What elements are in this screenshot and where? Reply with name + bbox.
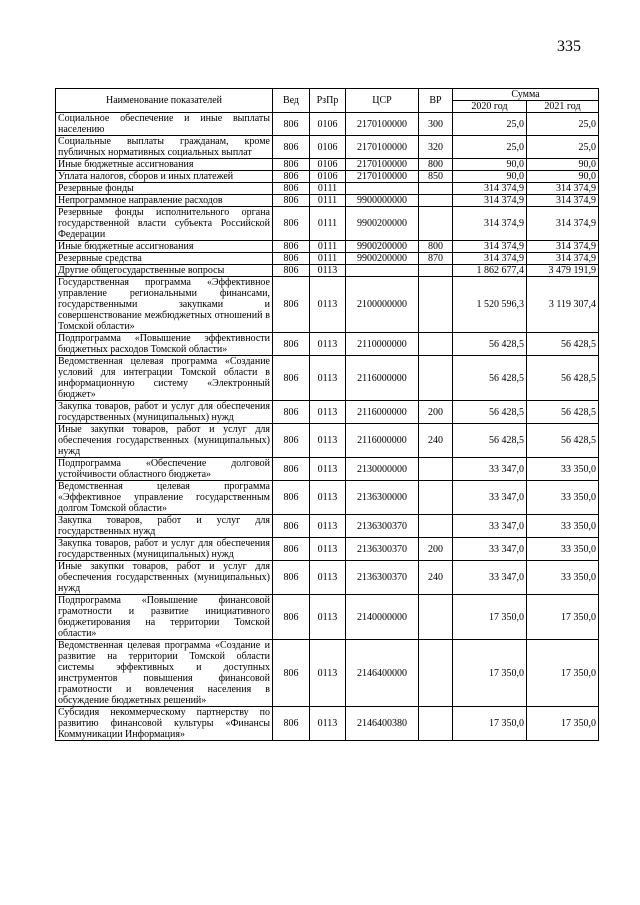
- row-ved: 806: [273, 401, 310, 424]
- row-name: Иные закупки товаров, работ и услуг для обеспечения государственных (муниципальных) нужд: [56, 424, 273, 458]
- table-row: [56, 458, 599, 481]
- row-name: Непрограммное направление расходов: [56, 195, 273, 207]
- table-row: [56, 277, 599, 333]
- header-ved: Вед: [273, 89, 310, 113]
- row-amount-2021: 3 479 191,9: [527, 265, 599, 277]
- row-vr: [419, 333, 453, 356]
- row-vr: [419, 207, 453, 241]
- row-rzpr: 0111: [310, 183, 346, 195]
- row-rzpr: 0113: [310, 640, 346, 707]
- row-amount-2021: 25,0: [527, 113, 599, 136]
- row-rzpr: 0113: [310, 458, 346, 481]
- row-rzpr: 0113: [310, 515, 346, 538]
- row-amount-2020: 25,0: [453, 113, 527, 136]
- row-amount-2021: 56 428,5: [527, 333, 599, 356]
- row-amount-2020: 33 347,0: [453, 458, 527, 481]
- row-csr: 9900200000: [346, 207, 419, 241]
- budget-table: [55, 88, 599, 741]
- row-rzpr: 0113: [310, 401, 346, 424]
- row-ved: 806: [273, 265, 310, 277]
- row-ved: 806: [273, 538, 310, 561]
- row-amount-2020: 314 374,9: [453, 253, 527, 265]
- row-name: Закупка товаров, работ и услуг для обеспечения государственных (муниципальных) нужд: [56, 538, 273, 561]
- row-name: Государственная программа «Эффективное управление региональными финансами, государственными закупками и совершенствование межбюджетных отношений в Томской области»: [56, 277, 273, 333]
- row-amount-2021: 90,0: [527, 171, 599, 183]
- row-vr: 850: [419, 171, 453, 183]
- row-vr: 870: [419, 253, 453, 265]
- row-ved: 806: [273, 333, 310, 356]
- row-name: Иные закупки товаров, работ и услуг для обеспечения государственных (муниципальных) нужд: [56, 561, 273, 595]
- row-vr: [419, 595, 453, 640]
- row-csr: [346, 183, 419, 195]
- row-ved: 806: [273, 424, 310, 458]
- row-vr: [419, 515, 453, 538]
- row-csr: 2116000000: [346, 401, 419, 424]
- row-amount-2021: 314 374,9: [527, 183, 599, 195]
- row-amount-2020: 314 374,9: [453, 207, 527, 241]
- row-amount-2020: 33 347,0: [453, 561, 527, 595]
- row-vr: [419, 458, 453, 481]
- row-amount-2020: 56 428,5: [453, 333, 527, 356]
- table-row: [56, 640, 599, 707]
- table-row: [56, 515, 599, 538]
- row-amount-2021: 25,0: [527, 136, 599, 159]
- row-ved: 806: [273, 515, 310, 538]
- row-ved: 806: [273, 241, 310, 253]
- row-vr: 240: [419, 561, 453, 595]
- row-name: Закупка товаров, работ и услуг для государственных нужд: [56, 515, 273, 538]
- row-name: Иные бюджетные ассигнования: [56, 159, 273, 171]
- row-csr: [346, 265, 419, 277]
- table-row: [56, 333, 599, 356]
- row-vr: 300: [419, 113, 453, 136]
- header-vr: ВР: [419, 89, 453, 113]
- row-ved: 806: [273, 458, 310, 481]
- row-vr: [419, 640, 453, 707]
- table-row: [56, 159, 599, 171]
- row-ved: 806: [273, 159, 310, 171]
- row-rzpr: 0113: [310, 424, 346, 458]
- row-amount-2020: 17 350,0: [453, 640, 527, 707]
- row-vr: [419, 195, 453, 207]
- row-amount-2020: 33 347,0: [453, 515, 527, 538]
- row-name: Подпрограмма «Обеспечение долговой устойчивости областного бюджета»: [56, 458, 273, 481]
- row-csr: 9900000000: [346, 195, 419, 207]
- row-amount-2021: 314 374,9: [527, 207, 599, 241]
- row-amount-2020: 314 374,9: [453, 195, 527, 207]
- row-vr: 240: [419, 424, 453, 458]
- row-name: Ведомственная целевая программа «Создание и развитие на территории Томской области системы эффективных и доступных инструментов повышения финансовой грамотности и вовлечения населения в обсуждение бюджетных решений»: [56, 640, 273, 707]
- row-amount-2021: 3 119 307,4: [527, 277, 599, 333]
- row-csr: 2146400000: [346, 640, 419, 707]
- row-ved: 806: [273, 113, 310, 136]
- row-amount-2020: 314 374,9: [453, 241, 527, 253]
- row-csr: 2170100000: [346, 113, 419, 136]
- row-rzpr: 0113: [310, 707, 346, 741]
- row-ved: 806: [273, 195, 310, 207]
- row-rzpr: 0106: [310, 171, 346, 183]
- row-ved: 806: [273, 183, 310, 195]
- row-ved: 806: [273, 595, 310, 640]
- row-vr: [419, 707, 453, 741]
- row-amount-2020: 17 350,0: [453, 707, 527, 741]
- row-ved: 806: [273, 171, 310, 183]
- row-csr: 2136300370: [346, 538, 419, 561]
- row-vr: [419, 481, 453, 515]
- table-row: [56, 241, 599, 253]
- row-amount-2020: 56 428,5: [453, 356, 527, 401]
- row-csr: 2116000000: [346, 356, 419, 401]
- row-rzpr: 0106: [310, 136, 346, 159]
- row-amount-2020: 56 428,5: [453, 424, 527, 458]
- row-amount-2020: 314 374,9: [453, 183, 527, 195]
- row-amount-2021: 33 350,0: [527, 561, 599, 595]
- table-row: [56, 538, 599, 561]
- row-name: Резервные фонды исполнительного органа государственной власти субъекта Российской Федерации: [56, 207, 273, 241]
- row-vr: [419, 356, 453, 401]
- row-rzpr: 0111: [310, 207, 346, 241]
- table-row: [56, 171, 599, 183]
- row-amount-2021: 56 428,5: [527, 356, 599, 401]
- table-row: [56, 356, 599, 401]
- table-row: [56, 707, 599, 741]
- row-ved: 806: [273, 136, 310, 159]
- row-amount-2021: 314 374,9: [527, 195, 599, 207]
- row-csr: 2100000000: [346, 277, 419, 333]
- row-rzpr: 0106: [310, 159, 346, 171]
- row-vr: 200: [419, 538, 453, 561]
- row-ved: 806: [273, 707, 310, 741]
- row-name: Ведомственная целевая программа «Эффективное управление государственным долгом Томской области»: [56, 481, 273, 515]
- row-csr: 9900200000: [346, 241, 419, 253]
- row-name: Другие общегосударственные вопросы: [56, 265, 273, 277]
- row-ved: 806: [273, 277, 310, 333]
- table-row: [56, 265, 599, 277]
- row-vr: [419, 183, 453, 195]
- row-ved: 806: [273, 640, 310, 707]
- row-ved: 806: [273, 207, 310, 241]
- row-name: Подпрограмма «Повышение эффективности бюджетных расходов Томской области»: [56, 333, 273, 356]
- row-csr: 2130000000: [346, 458, 419, 481]
- row-rzpr: 0111: [310, 253, 346, 265]
- row-vr: 800: [419, 241, 453, 253]
- row-vr: 200: [419, 401, 453, 424]
- row-vr: [419, 265, 453, 277]
- row-amount-2020: 17 350,0: [453, 595, 527, 640]
- row-amount-2020: 90,0: [453, 171, 527, 183]
- row-amount-2020: 33 347,0: [453, 538, 527, 561]
- row-rzpr: 0113: [310, 538, 346, 561]
- row-amount-2021: 17 350,0: [527, 640, 599, 707]
- row-csr: 2170100000: [346, 136, 419, 159]
- row-ved: 806: [273, 481, 310, 515]
- table-row: [56, 401, 599, 424]
- header-year-2021: 2021 год: [527, 101, 599, 113]
- row-rzpr: 0113: [310, 277, 346, 333]
- row-csr: 2136300370: [346, 561, 419, 595]
- row-name: Подпрограмма «Повышение финансовой грамотности и развитие инициативного бюджетирования на территории Томской области»: [56, 595, 273, 640]
- table-row: [56, 207, 599, 241]
- table-body: [56, 113, 599, 741]
- header-name: Наименование показателей: [56, 89, 273, 113]
- row-name: Ведомственная целевая программа «Создание условий для интеграции Томской области в информационную систему «Электронный бюджет»: [56, 356, 273, 401]
- table-row: [56, 561, 599, 595]
- header-year-2020: 2020 год: [453, 101, 527, 113]
- row-amount-2021: 314 374,9: [527, 253, 599, 265]
- row-amount-2021: 314 374,9: [527, 241, 599, 253]
- row-rzpr: 0113: [310, 356, 346, 401]
- row-name: Субсидия некоммерческому партнерству по развитию финансовой культуры «Финансы Коммуникации Информация»: [56, 707, 273, 741]
- table-row: [56, 183, 599, 195]
- row-vr: 320: [419, 136, 453, 159]
- row-amount-2021: 90,0: [527, 159, 599, 171]
- row-csr: 2136300370: [346, 515, 419, 538]
- row-rzpr: 0113: [310, 595, 346, 640]
- row-amount-2020: 1 862 677,4: [453, 265, 527, 277]
- row-amount-2020: 90,0: [453, 159, 527, 171]
- row-amount-2021: 56 428,5: [527, 424, 599, 458]
- table-row: [56, 195, 599, 207]
- row-name: Резервные средства: [56, 253, 273, 265]
- row-name: Социальные выплаты гражданам, кроме публичных нормативных социальных выплат: [56, 136, 273, 159]
- table-row: [56, 424, 599, 458]
- table-row: [56, 481, 599, 515]
- row-rzpr: 0111: [310, 195, 346, 207]
- table-row: [56, 253, 599, 265]
- table-row: [56, 136, 599, 159]
- row-rzpr: 0113: [310, 265, 346, 277]
- row-rzpr: 0113: [310, 481, 346, 515]
- row-name: Закупка товаров, работ и услуг для обеспечения государственных (муниципальных) нужд: [56, 401, 273, 424]
- row-rzpr: 0113: [310, 333, 346, 356]
- row-name: Уплата налогов, сборов и иных платежей: [56, 171, 273, 183]
- row-amount-2021: 33 350,0: [527, 515, 599, 538]
- row-rzpr: 0113: [310, 561, 346, 595]
- page-number: 335: [557, 38, 581, 55]
- header-csr: ЦСР: [346, 89, 419, 113]
- row-amount-2021: 17 350,0: [527, 595, 599, 640]
- header-rzpr: РзПр: [310, 89, 346, 113]
- row-csr: 2170100000: [346, 171, 419, 183]
- row-ved: 806: [273, 561, 310, 595]
- row-ved: 806: [273, 253, 310, 265]
- row-vr: [419, 277, 453, 333]
- row-csr: 9900200000: [346, 253, 419, 265]
- row-amount-2020: 56 428,5: [453, 401, 527, 424]
- row-amount-2020: 1 520 596,3: [453, 277, 527, 333]
- row-csr: 2146400380: [346, 707, 419, 741]
- row-amount-2020: 33 347,0: [453, 481, 527, 515]
- row-name: Иные бюджетные ассигнования: [56, 241, 273, 253]
- row-name: Резервные фонды: [56, 183, 273, 195]
- row-csr: 2140000000: [346, 595, 419, 640]
- row-amount-2020: 25,0: [453, 136, 527, 159]
- table-header: [56, 89, 599, 113]
- row-csr: 2170100000: [346, 159, 419, 171]
- row-amount-2021: 33 350,0: [527, 538, 599, 561]
- row-amount-2021: 56 428,5: [527, 401, 599, 424]
- header-sum: Сумма: [453, 89, 599, 101]
- row-vr: 800: [419, 159, 453, 171]
- row-ved: 806: [273, 356, 310, 401]
- row-amount-2021: 33 350,0: [527, 458, 599, 481]
- row-amount-2021: 33 350,0: [527, 481, 599, 515]
- table-row: [56, 595, 599, 640]
- table-row: [56, 113, 599, 136]
- row-rzpr: 0111: [310, 241, 346, 253]
- row-csr: 2136300000: [346, 481, 419, 515]
- row-name: Социальное обеспечение и иные выплаты населению: [56, 113, 273, 136]
- row-rzpr: 0106: [310, 113, 346, 136]
- row-csr: 2110000000: [346, 333, 419, 356]
- row-csr: 2116000000: [346, 424, 419, 458]
- row-amount-2021: 17 350,0: [527, 707, 599, 741]
